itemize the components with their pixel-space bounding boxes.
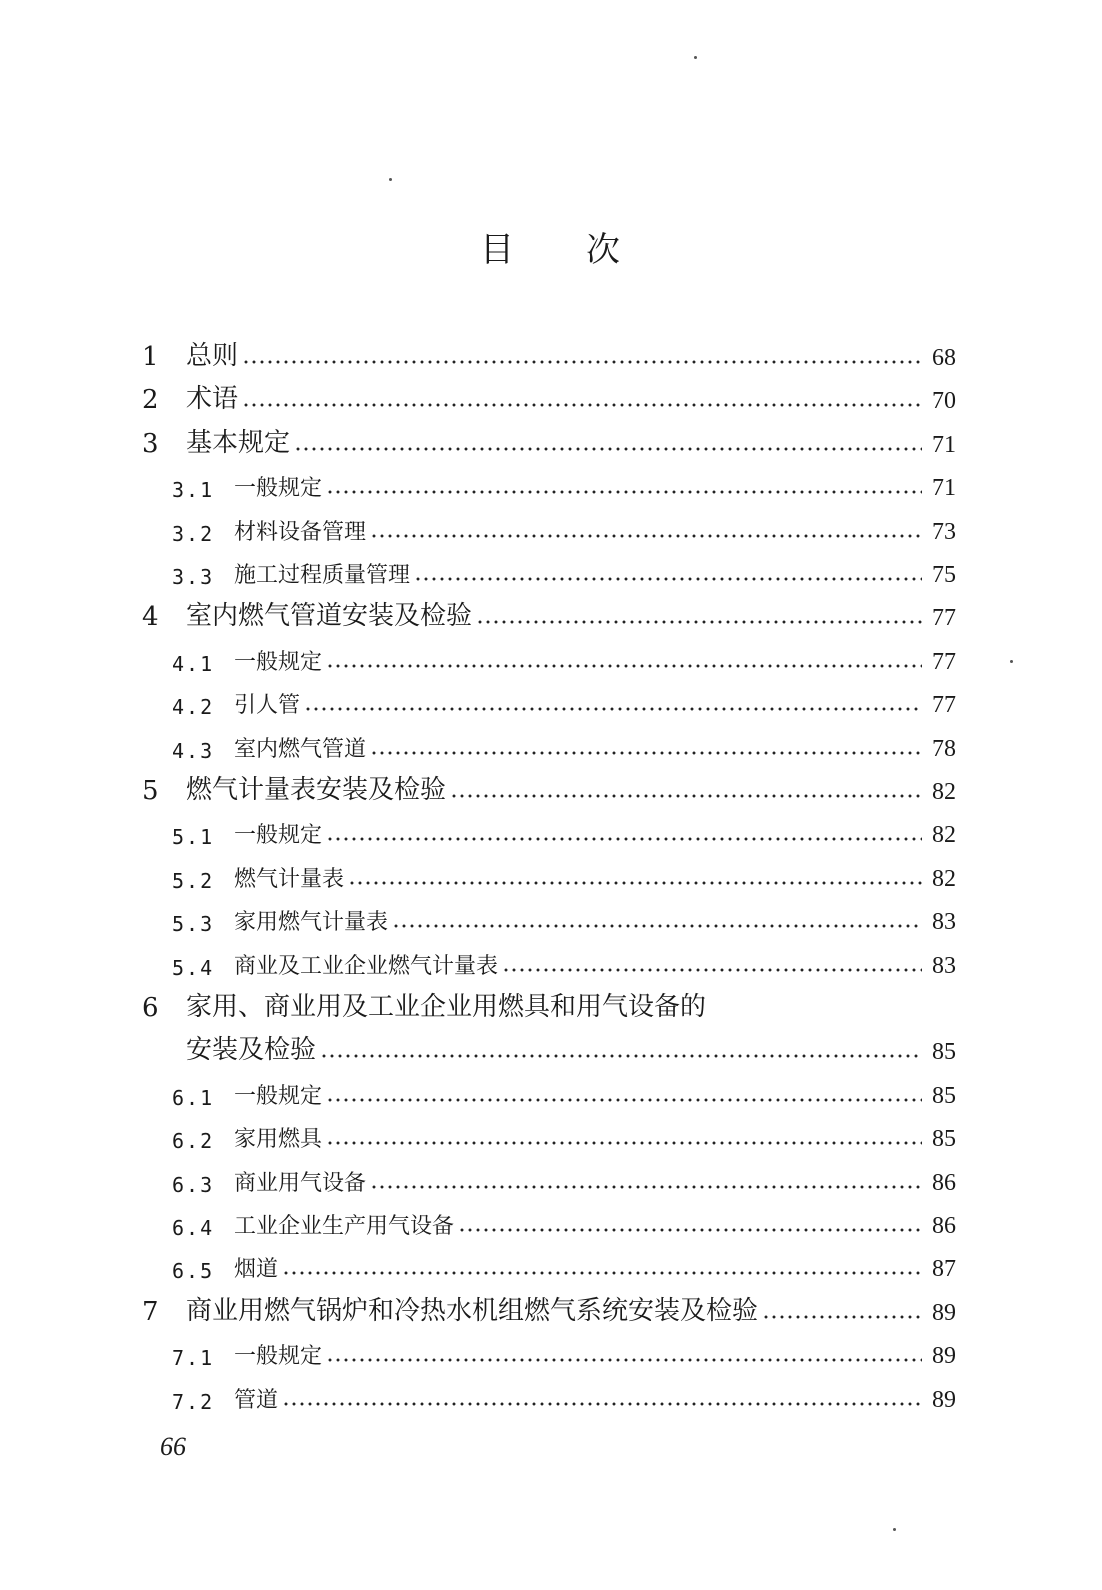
leader-dots xyxy=(370,751,922,755)
scan-speck xyxy=(1010,660,1013,663)
toc-entry-page: 82 xyxy=(932,865,956,892)
leader-dots xyxy=(458,1228,922,1232)
toc-section-entry[interactable] xyxy=(172,1245,956,1283)
toc-entry-page: 82 xyxy=(932,822,956,849)
toc-entry-page: 70 xyxy=(932,388,956,415)
toc-entry-number: 7.2 xyxy=(172,1389,215,1414)
toc-entry-page: 71 xyxy=(932,431,956,458)
toc-entry-page: 85 xyxy=(932,1082,956,1109)
toc-entry-label: 一般规定 xyxy=(234,649,323,675)
toc-entry-page: 85 xyxy=(932,1039,956,1066)
toc-section-entry[interactable] xyxy=(172,725,956,763)
toc-entry-label: 工业企业生产用气设备 xyxy=(234,1214,455,1239)
toc-entry-label: 一般规定 xyxy=(234,1083,323,1109)
toc-entry-label: 家用、商业用及工业企业用燃具和用气设备的 xyxy=(186,992,707,1022)
toc-section-entry[interactable] xyxy=(172,551,956,589)
toc-entry-label: 室内燃气管道安装及检验 xyxy=(186,601,473,632)
toc-section-entry[interactable] xyxy=(172,898,956,936)
toc-entry-label: 家用燃具 xyxy=(234,1127,323,1153)
leader-dots xyxy=(242,360,922,364)
toc-chapter-entry[interactable] xyxy=(142,334,956,372)
toc-section-entry[interactable] xyxy=(172,942,956,980)
leader-dots xyxy=(450,794,922,798)
toc-entry-page: 75 xyxy=(932,562,956,588)
toc-entry-page: 83 xyxy=(932,909,956,936)
leader-dots xyxy=(348,881,922,885)
leader-dots xyxy=(414,577,922,581)
toc-entry[interactable] xyxy=(142,1028,956,1066)
toc-entry-label: 商业用燃气锅炉和冷热水机组燃气系统安装及检验 xyxy=(186,1295,759,1326)
toc-section-entry[interactable] xyxy=(172,1115,956,1153)
toc-entry-label: 总则 xyxy=(186,341,239,371)
toc-section-entry[interactable] xyxy=(172,811,956,849)
leader-dots xyxy=(294,447,922,451)
toc-entry-label: 安装及检验 xyxy=(186,1035,317,1066)
toc-entry-label: 商业用气设备 xyxy=(234,1170,367,1196)
toc-entry-page: 78 xyxy=(932,735,956,762)
toc-section-entry[interactable] xyxy=(172,1202,956,1240)
leader-dots xyxy=(304,707,922,711)
toc-entry-label: 一般规定 xyxy=(234,823,323,849)
toc-entry-label: 基本规定 xyxy=(186,427,291,458)
toc-section-entry[interactable] xyxy=(172,1376,956,1414)
toc-section-entry[interactable] xyxy=(172,1332,956,1370)
toc-section-entry[interactable] xyxy=(172,1159,956,1197)
toc-entry-page: 77 xyxy=(932,605,956,632)
toc-entry-page: 77 xyxy=(932,692,956,719)
toc-title-char-2: 次 xyxy=(586,230,622,270)
toc-entry-number: 4 xyxy=(142,602,159,633)
toc-title-char-1: 目 xyxy=(480,230,516,270)
toc-entry-number: 1 xyxy=(142,342,159,372)
toc-entry-page: 85 xyxy=(932,1126,956,1153)
toc-section-entry[interactable] xyxy=(172,638,956,676)
toc-entry-page: 86 xyxy=(932,1213,956,1239)
toc-entry-number: 6.3 xyxy=(172,1172,215,1197)
leader-dots xyxy=(242,403,922,407)
toc-chapter-entry[interactable] xyxy=(142,985,956,1023)
leader-dots xyxy=(326,664,922,668)
toc-section-entry[interactable] xyxy=(172,1072,956,1110)
toc-chapter-entry[interactable] xyxy=(142,1289,956,1327)
toc-entry-page: 73 xyxy=(932,518,956,545)
leader-dots xyxy=(502,968,922,972)
toc-entry-number: 5.3 xyxy=(172,912,215,937)
toc-entry-label: 商业及工业企业燃气计量表 xyxy=(234,953,499,979)
toc-entry-label: 燃气计量表安装及检验 xyxy=(186,775,447,805)
toc-entry-number: 6.4 xyxy=(172,1216,215,1240)
scan-speck xyxy=(694,56,697,59)
toc-chapter-entry[interactable] xyxy=(142,377,956,415)
toc-entry-number: 4.3 xyxy=(172,738,215,763)
toc-entry-label: 燃气计量表 xyxy=(234,866,345,892)
toc-entry-page: 87 xyxy=(932,1256,956,1283)
toc-entry-page: 68 xyxy=(932,345,956,371)
toc-entry-number: 2 xyxy=(142,385,159,416)
leader-dots xyxy=(326,490,922,494)
toc-entry-label: 烟道 xyxy=(234,1257,279,1283)
toc-entry-label: 管道 xyxy=(234,1387,279,1413)
leader-dots xyxy=(326,1141,922,1145)
scan-speck xyxy=(389,178,392,181)
toc-entry-number: 4.1 xyxy=(172,651,215,676)
toc-entry-label: 引人管 xyxy=(234,693,301,719)
toc-entry-number: 5.1 xyxy=(172,825,215,850)
toc-entry-page: 89 xyxy=(932,1299,956,1326)
leader-dots xyxy=(326,837,922,841)
toc-entry-label: 材料设备管理 xyxy=(234,519,367,545)
toc-entry-number: 6.5 xyxy=(172,1259,215,1284)
toc-entry-number: 3.3 xyxy=(172,565,215,589)
leader-dots xyxy=(326,1358,922,1362)
scan-speck xyxy=(893,1528,896,1531)
toc-entry-number: 4.2 xyxy=(172,695,215,720)
leader-dots xyxy=(762,1315,922,1319)
toc-chapter-entry[interactable] xyxy=(142,421,956,459)
toc-chapter-entry[interactable] xyxy=(142,768,956,806)
toc-entry-label: 室内燃气管道 xyxy=(234,736,367,762)
toc-entry-number: 3.2 xyxy=(172,521,215,546)
toc-entry-label: 术语 xyxy=(186,384,239,415)
leader-dots xyxy=(476,620,922,624)
toc-entry-label: 家用燃气计量表 xyxy=(234,910,389,936)
toc-entry-page: 89 xyxy=(932,1343,956,1370)
toc-section-entry[interactable] xyxy=(172,464,956,502)
leader-dots xyxy=(370,1185,922,1189)
toc-entry-number: 6.1 xyxy=(172,1085,215,1110)
toc-entry-number: 7 xyxy=(142,1296,159,1327)
leader-dots xyxy=(320,1054,922,1058)
toc-section-entry[interactable] xyxy=(172,855,956,893)
toc-chapter-entry[interactable] xyxy=(142,594,956,632)
toc-entry-page: 89 xyxy=(932,1386,956,1413)
toc-entry-number: 6 xyxy=(142,993,159,1023)
leader-dots xyxy=(326,1098,922,1102)
toc-entry-number: 5 xyxy=(142,776,159,806)
toc-entry-page: 71 xyxy=(932,475,956,502)
toc-entry-page: 83 xyxy=(932,952,956,979)
toc-section-entry[interactable] xyxy=(172,681,956,719)
toc-entry-number: 6.2 xyxy=(172,1129,215,1154)
toc-entry-number: 3 xyxy=(142,428,159,459)
page-folio: 66 xyxy=(160,1432,186,1461)
toc-entry-label: 一般规定 xyxy=(234,476,323,502)
toc-entry-page: 86 xyxy=(932,1169,956,1196)
toc-entry-number: 5.4 xyxy=(172,955,215,980)
toc-entry-label: 施工过程质量管理 xyxy=(234,563,411,588)
toc-title xyxy=(0,222,1102,271)
toc-entry-label: 一般规定 xyxy=(234,1344,323,1370)
toc-entry-page: 77 xyxy=(932,648,956,675)
toc-entry-number: 5.2 xyxy=(172,868,215,893)
toc-entry-number: 3.1 xyxy=(172,478,215,503)
toc-entry-page: 82 xyxy=(932,779,956,805)
leader-dots xyxy=(370,534,922,538)
toc-entry-number: 7.1 xyxy=(172,1346,215,1371)
toc-section-entry[interactable] xyxy=(172,508,956,546)
leader-dots xyxy=(282,1402,922,1406)
leader-dots xyxy=(282,1271,922,1275)
leader-dots xyxy=(392,924,922,928)
